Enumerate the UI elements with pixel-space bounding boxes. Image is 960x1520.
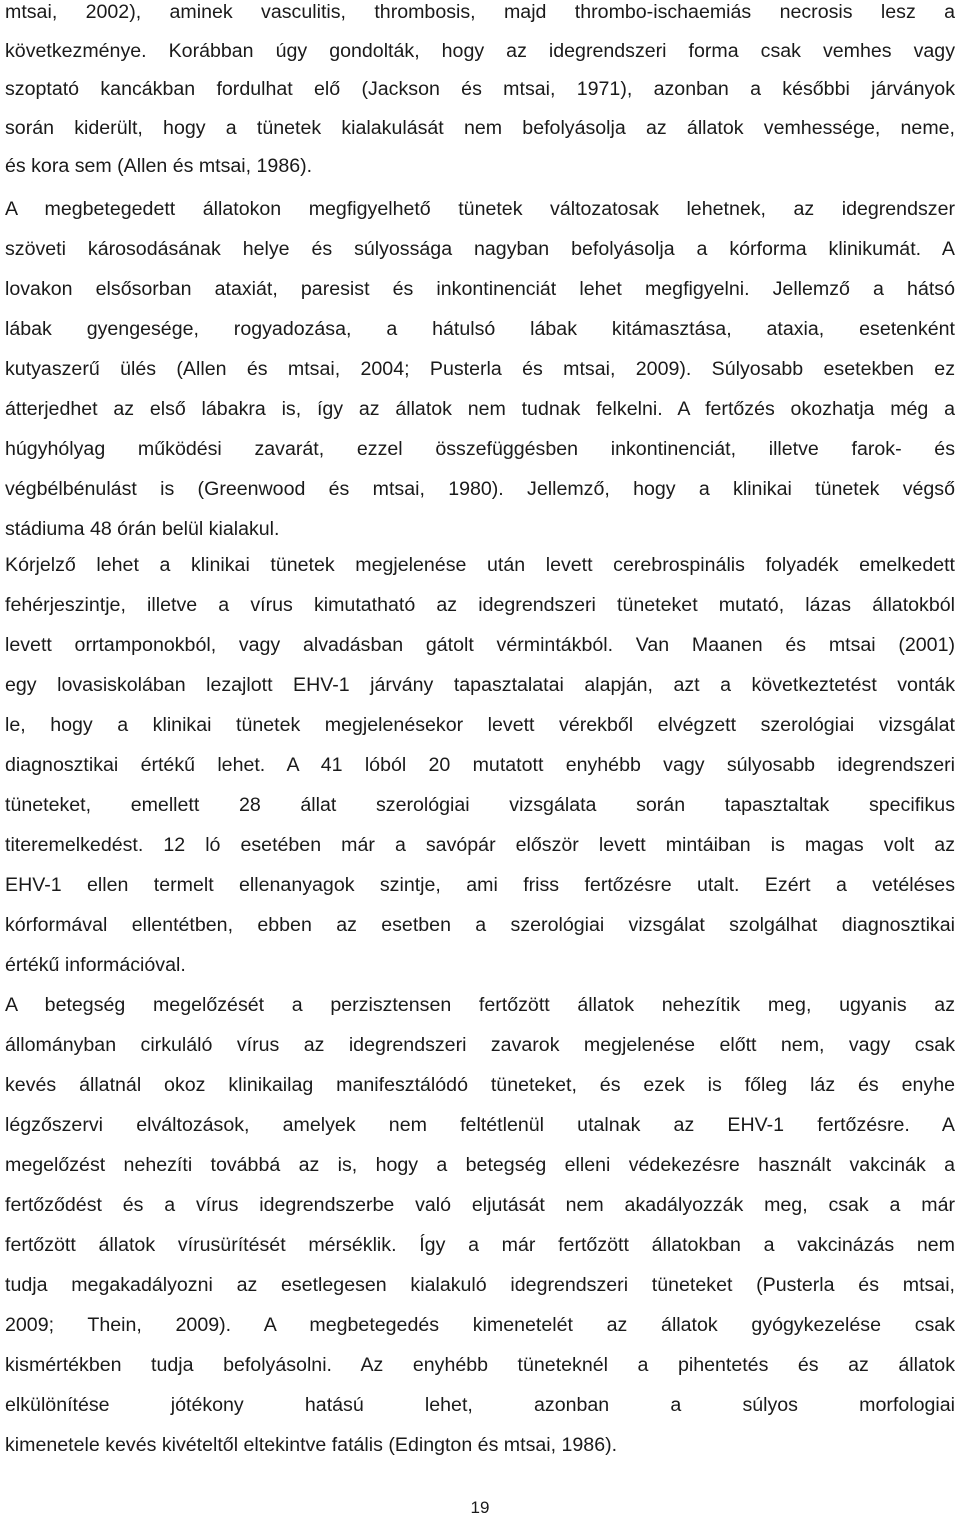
text-line: A betegség megelőzését a perzisztensen fertőzött állatok nehezítik meg, ugyanis az: [5, 994, 955, 1016]
text-line: tudja megakadályozni az esetlegesen kialakuló idegrendszeri tüneteket (Pusterla és mtsai,: [5, 1274, 955, 1296]
text-line: szöveti károsodásának helye és súlyossága nagyban befolyásolja a kórforma klinikumát. A: [5, 238, 955, 260]
text-line: diagnosztikai értékű lehet. A 41 lóból 20 mutatott enyhébb vagy súlyosabb idegrendszeri: [5, 754, 955, 776]
paragraph-2: [5, 197, 955, 557]
text-line: titeremelkedést. 12 ló esetében már a savópár először levett mintáiban is magas volt az: [5, 834, 955, 856]
text-line: húgyhólyag működési zavarát, ezzel összefüggésben inkontinenciát, illetve farok- és: [5, 438, 955, 460]
text-line: levett orrtamponokból, vagy alvadásban gátolt vérmintákból. Van Maanen és mtsai (2001): [5, 634, 955, 656]
text-line: le, hogy a klinikai tünetek megjelenésekor levett vérekből elvégzett szerológiai vizsgálat: [5, 714, 955, 736]
text-line: légzőszervi elváltozások, amelyek nem feltétlenül utalnak az EHV-1 fertőzésre. A: [5, 1114, 955, 1136]
text-line: fertőzött állatok vírusürítését mérséklik. Így a már fertőzött állatokban a vakcinázás nem: [5, 1234, 955, 1256]
text-line: lábak gyengesége, rogyadozása, a hátulsó lábak kitámasztása, ataxia, esetenként: [5, 318, 955, 340]
text-line: lovakon elsősorban ataxiát, paresist és inkontinenciát lehet megfigyelni. Jellemző a hátsó: [5, 278, 955, 300]
text-line: átterjedhet az első lábakra is, így az állatok nem tudnak felkelni. A fertőzés okozhatja még a: [5, 398, 955, 420]
paragraph-4: [5, 993, 955, 1473]
text-line: stádiuma 48 órán belül kialakul.: [5, 518, 280, 540]
paragraph-3: [5, 553, 955, 993]
text-line: elkülönítése jótékony hatású lehet, azonban a súlyos morfologiai: [5, 1394, 955, 1416]
text-line: kutyaszerű ülés (Allen és mtsai, 2004; Pusterla és mtsai, 2009). Súlyosabb esetekben ez: [5, 358, 955, 380]
text-line: végbélbénulást is (Greenwood és mtsai, 1980). Jellemző, hogy a klinikai tünetek végső: [5, 478, 955, 500]
text-line: értékű információval.: [5, 954, 186, 976]
text-line: során kiderült, hogy a tünetek kialakulását nem befolyásolja az állatok vemhessége, neme,: [5, 116, 955, 139]
text-line: 2009; Thein, 2009). A megbetegedés kimenetelét az állatok gyógykezelése csak: [5, 1314, 955, 1336]
text-line: Kórjelző lehet a klinikai tünetek megjelenése után levett cerebrospinális folyadék emelkedett: [5, 554, 955, 576]
text-line: tüneteket, emellett 28 állat szerológiai vizsgálata során tapasztaltak specifikus: [5, 794, 955, 816]
text-line: kismértékben tudja befolyásolni. Az enyhébb tüneteknél a pihentetés és az állatok: [5, 1354, 955, 1376]
text-line: A megbetegedett állatokon megfigyelhető tünetek változatosak lehetnek, az idegrendszer: [5, 198, 955, 220]
text-line: kimenetele kevés kivételtől eltekintve fatális (Edington és mtsai, 1986).: [5, 1434, 618, 1456]
text-line: kórformával ellentétben, ebben az esetben a szerológiai vizsgálat szolgálhat diagnosztikai: [5, 914, 955, 936]
text-line: állományban cirkuláló vírus az idegrendszeri zavarok megjelenése előtt nem, vagy csak: [5, 1034, 955, 1056]
text-line: és kora sem (Allen és mtsai, 1986).: [5, 155, 313, 177]
page-number: 19: [470, 1498, 490, 1517]
text-line: megelőzést nehezíti továbbá az is, hogy a betegség elleni védekezésre használt vakcinák a: [5, 1154, 955, 1176]
text-line: fertőződést és a vírus idegrendszerbe való eljutását nem akadályozzák meg, csak a már: [5, 1194, 955, 1216]
text-line: mtsai, 2002), aminek vasculitis, thrombosis, majd thrombo-ischaemiás necrosis lesz a: [5, 1, 955, 23]
text-line: szoptató kancákban fordulhat elő (Jackson és mtsai, 1971), azonban a későbbi járványok: [5, 78, 955, 100]
text-line: fehérjeszintje, illetve a vírus kimutatható az idegrendszeri tüneteket mutató, lázas állatokból: [5, 594, 955, 616]
paragraph-1: [5, 0, 955, 193]
text-line: kevés állatnál okoz klinikailag manifesztálódó tüneteket, és ezek is főleg láz és enyhe: [5, 1074, 955, 1096]
text-line: EHV-1 ellen termelt ellenanyagok szintje, ami friss fertőzésre utalt. Ezért a vetéléses: [5, 874, 955, 896]
text-line: következménye. Korábban úgy gondolták, hogy az idegrendszeri forma csak vemhes vagy: [5, 39, 955, 62]
text-line: egy lovasiskolában lezajlott EHV-1 járvány tapasztalatai alapján, azt a következtetést vonták: [5, 674, 955, 696]
